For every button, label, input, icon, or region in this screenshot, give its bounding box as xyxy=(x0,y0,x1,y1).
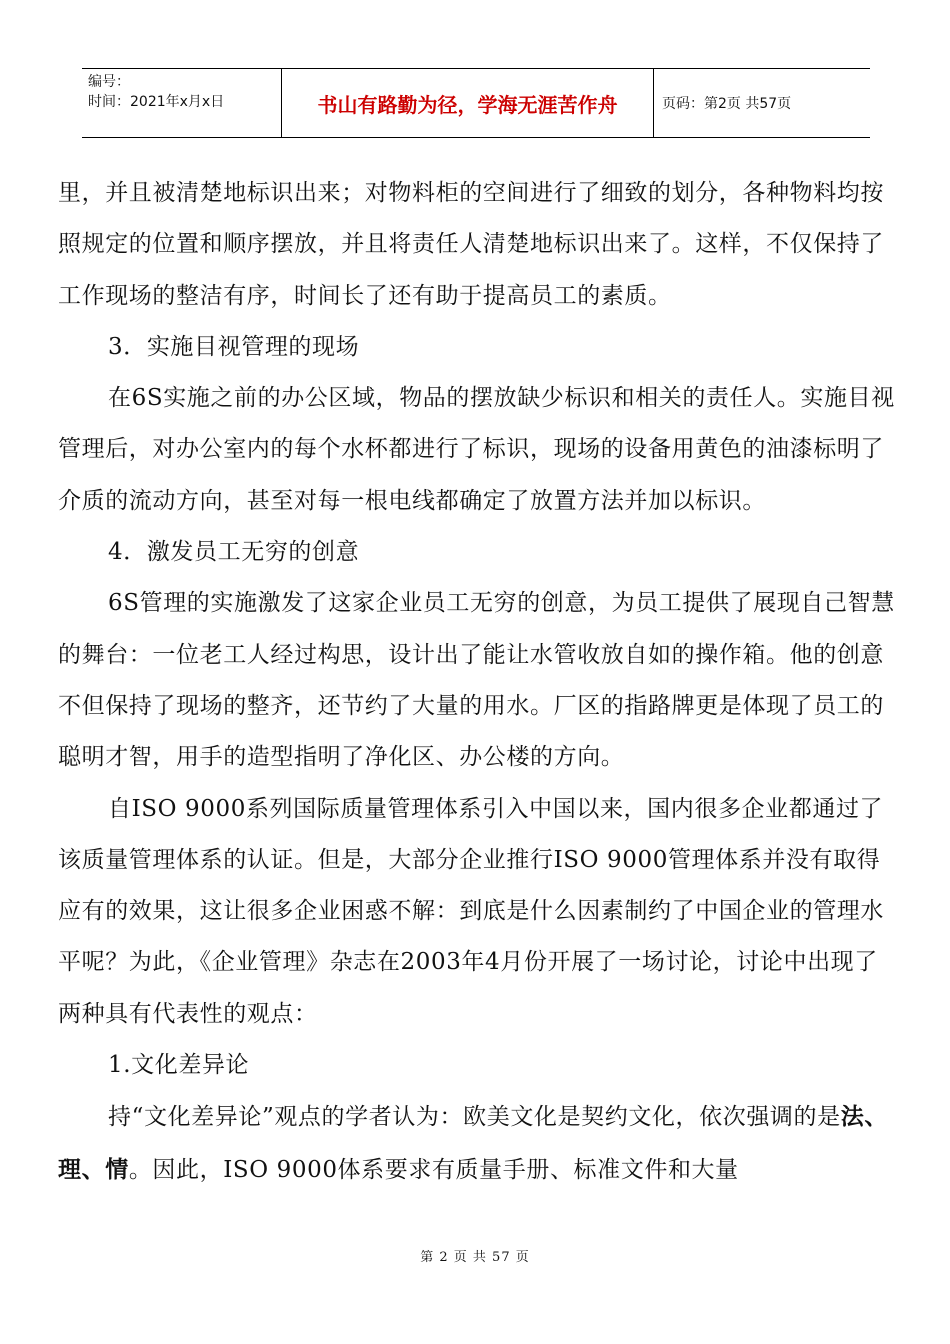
paragraph-text: 。因此，ISO 9000体系要求有质量手册、标准文件和大量 xyxy=(128,1156,739,1183)
paragraph: 里，并且被清楚地标识出来；对物料柜的空间进行了细致的划分，各种物料均按照规定的位置和顺序摆放，并且将责任人清楚地标识出来了。这样，不仅保持了工作现场的整洁有序，时间长了还有助于提高员工的素质。 xyxy=(58,180,884,309)
time-label: 时间：2021年x月x日 xyxy=(88,94,225,110)
paragraph: 6S管理的实施激发了这家企业员工无穷的创意，为员工提供了展现自己智慧的舞台：一位老工人经过构思，设计出了能让水管收放自如的操作箱。他的创意不但保持了现场的整齐，还节约了大量的用水。厂区的指路牌更是体现了员工的聪明才智，用手的造型指明了净化区、办公楼的方向。 xyxy=(58,590,895,771)
emphasis-text: 法、理、情 xyxy=(58,1103,888,1183)
section-heading: 4．激发员工无穷的创意 xyxy=(108,539,360,566)
header-motto-cell xyxy=(282,69,654,137)
paragraph xyxy=(58,1091,898,1196)
header-table xyxy=(82,68,870,138)
paragraph-text: 持“文化差异论”观点的学者认为：欧美文化是契约文化，依次强调的是 xyxy=(108,1104,841,1131)
paragraph: 在6S实施之前的办公区域，物品的摆放缺少标识和相关的责任人。实施目视管理后，对办公室内的每个水杯都进行了标识，现场的设备用黄色的油漆标明了介质的流动方向，甚至对每一根电线都确定了放置方法并加以标识。 xyxy=(58,385,895,514)
number-label: 编号： xyxy=(88,74,130,90)
page-footer: 第 2 页 共 57 页 xyxy=(420,1250,530,1265)
page-label: 页码：第2页 共57页 xyxy=(662,96,792,112)
document-body xyxy=(58,168,898,1196)
motto-text: 书山有路勤为径，学海无涯苦作舟 xyxy=(317,92,618,117)
header-page-cell xyxy=(654,69,870,137)
header-info-cell xyxy=(82,69,282,137)
paragraph: 自ISO 9000系列国际质量管理体系引入中国以来，国内很多企业都通过了该质量管理体系的认证。但是，大部分企业推行ISO 9000管理体系并没有取得应有的效果，这让很多企业困惑不解：到底是什么因素制约了中国企业的管理水平呢？为此，《企业管理》杂志在2003年4月份开展了一场讨论，讨论中出现了两种具有代表性的观点： xyxy=(58,795,884,1027)
section-heading: 1.文化差异论 xyxy=(108,1052,250,1079)
section-heading: 3．实施目视管理的现场 xyxy=(108,333,360,360)
